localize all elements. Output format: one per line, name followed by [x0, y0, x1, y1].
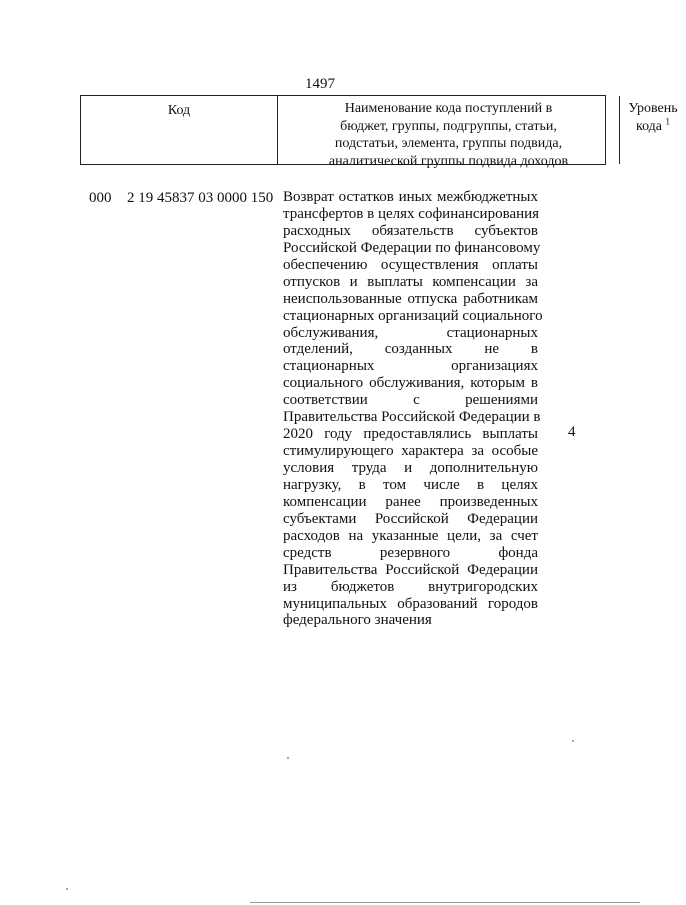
- description-line: Правительства Российской Федерации: [283, 561, 538, 578]
- description-line: субъектами Российской Федерации: [283, 510, 538, 527]
- description-line: неиспользованные отпуска работникам: [283, 290, 538, 307]
- description-line: обслуживания, стационарных: [283, 324, 538, 341]
- description-line: отделений, созданных не в: [283, 341, 538, 358]
- header-name-column: [278, 96, 620, 169]
- description-line: компенсации ранее произведенных: [283, 493, 538, 510]
- header-name-line: подстатьи, элемента, группы подвида,: [334, 136, 563, 151]
- description-line: Правительства Российской Федерации в: [283, 409, 541, 426]
- description-line: Возврат остатков иных межбюджетных: [283, 189, 538, 205]
- admin-code: 000: [89, 190, 112, 206]
- description-line: федерального значения: [283, 612, 432, 629]
- scan-speck: [572, 740, 574, 742]
- description-line: социального обслуживания, которым в: [283, 375, 538, 392]
- footnote-marker: 1: [665, 115, 671, 126]
- description-line: из бюджетов внутригородских: [283, 578, 538, 595]
- header-code-label: Код: [167, 103, 191, 118]
- description-line: стационарных организациях: [283, 358, 538, 375]
- header-name-line: аналитической группы подвида доходов: [328, 153, 569, 169]
- description-line: нагрузку, в том числе в целях: [283, 476, 538, 493]
- description-line: 2020 году предоставлялись выплаты: [283, 426, 538, 443]
- header-name-line: Наименование кода поступлений в: [344, 101, 553, 116]
- description-line: обеспечению осуществления оплаты: [283, 256, 538, 273]
- description-line: условия труда и дополнительную: [283, 460, 538, 476]
- budget-code: 2 19 45837 03 0000 150: [127, 190, 274, 206]
- page-number: 1497: [305, 76, 335, 92]
- description-line: расходных обязательств субъектов: [283, 222, 538, 239]
- code-description: [283, 189, 543, 629]
- header-level-label: Уровень: [628, 101, 678, 116]
- header-level-column: [620, 96, 686, 164]
- description-line: отпусков и выплаты компенсации за: [283, 273, 538, 290]
- description-line: расходов на указанные цели, за счет: [283, 527, 538, 544]
- scan-speck: [287, 757, 289, 759]
- description-line: муниципальных образований городов: [283, 595, 538, 612]
- description-line: соответствии с решениями: [283, 392, 538, 409]
- header-level-label-2: кода $^1$: [635, 115, 671, 134]
- scan-speck: [66, 888, 68, 890]
- scan-edge-line: [250, 902, 640, 903]
- description-line: Российской Федерации по финансовому: [283, 239, 541, 256]
- header-name-line: бюджет, группы, подгруппы, статьи,: [340, 118, 557, 134]
- code-level: 4: [568, 424, 576, 440]
- table-header: [80, 95, 678, 169]
- description-line: стационарных организаций социального: [283, 307, 543, 324]
- description-line: средств резервного фонда: [283, 544, 538, 561]
- header-code-column: [81, 96, 278, 164]
- description-line: стимулирующего характера за особые: [283, 443, 538, 460]
- description-line: трансфертов в целях софинансирования: [283, 205, 540, 222]
